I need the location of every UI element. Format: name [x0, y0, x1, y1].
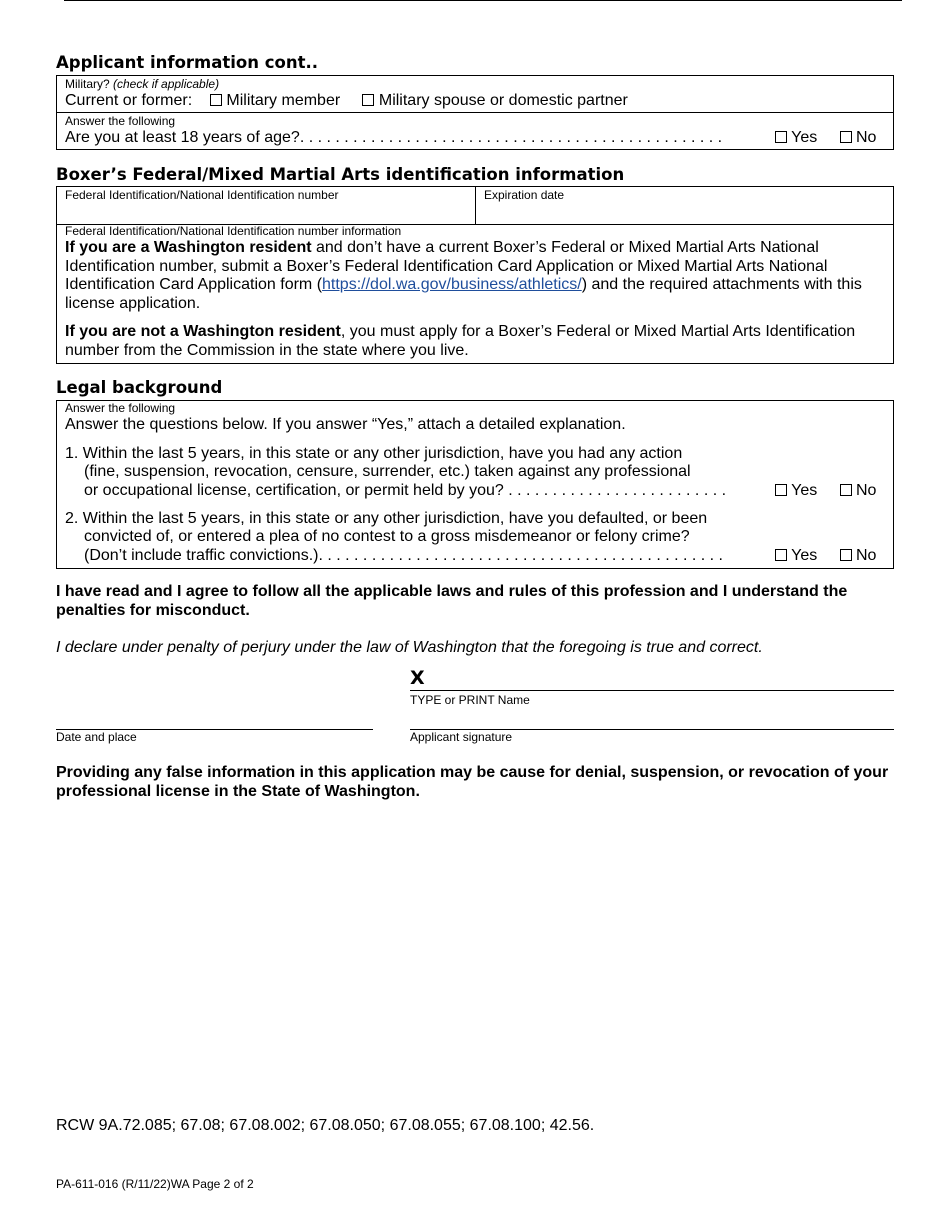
q1-no-checkbox[interactable] — [840, 484, 852, 496]
signature-x-mark: X — [410, 667, 425, 689]
fed-id-info-label: Federal Identification/National Identification number information — [65, 224, 402, 238]
fed-id-label: Federal Identification/National Identification number — [65, 188, 339, 202]
q1-yes-checkbox[interactable] — [775, 484, 787, 496]
military-cell — [57, 76, 893, 112]
age-yes-checkbox[interactable] — [775, 131, 787, 143]
resident-text-1: and don’t have a current Boxer’s Federal or Mixed Martial Arts National Identification number, submit a Boxer’s Federal Identification Card Application or Mixed Martial Arts National Identification Card Application form ( — [65, 239, 828, 293]
age-answer-label: Answer the following — [65, 114, 176, 128]
age-no-label: No — [855, 129, 877, 146]
top-rule — [64, 0, 902, 1]
applicant-signature-label: Applicant signature — [410, 730, 513, 744]
print-name-label: TYPE or PRINT Name — [410, 693, 530, 707]
form-footer: PA-611-016 (R/11/22)WA Page 2 of 2 — [56, 1177, 254, 1191]
q1-line-3-row — [84, 482, 726, 501]
q2-line-3-row — [84, 547, 723, 566]
legal-intro: Answer the questions below. If you answer “Yes,” attach a detailed explanation. — [65, 416, 626, 433]
age-yes-no — [775, 129, 876, 148]
age-question-row — [65, 129, 722, 148]
fed-id-row — [57, 187, 893, 224]
q2-yes-no — [775, 547, 876, 566]
current-former-label: Current or former: — [65, 92, 193, 109]
q1-yes-no — [775, 482, 876, 501]
age-no-checkbox[interactable] — [840, 131, 852, 143]
fed-id-info-cell — [57, 224, 893, 364]
military-hint: (check if applicable) — [113, 77, 220, 91]
military-member-label: Military member — [226, 92, 341, 109]
applicant-section-title: Applicant information cont.. — [56, 53, 319, 72]
perjury-declaration: I declare under penalty of perjury under the law of Washington that the foregoing is true and correct. — [56, 639, 763, 656]
print-name-line[interactable] — [410, 690, 894, 691]
date-place-label: Date and place — [56, 730, 137, 744]
q1-line-3: or occupational license, certification, or permit held by you? — [84, 482, 504, 499]
agreement-statement: I have read and I agree to follow all the applicable laws and rules of this profession and I understand the penalties for misconduct. — [56, 583, 848, 619]
military-spouse-label: Military spouse or domestic partner — [378, 92, 628, 109]
q2-line-1: 2. Within the last 5 years, in this state or any other jurisdiction, have you defaulted, or been — [65, 510, 708, 527]
legal-box — [56, 400, 894, 569]
nonresident-bold: If you are not a Washington resident — [65, 323, 341, 340]
q1-dots: . . . . . . . . . . . . . . . . . . . . . . . . . — [503, 482, 727, 499]
q1-yes-label: Yes — [791, 482, 818, 499]
resident-text-2: ) and the required attachments with this license application. — [65, 276, 862, 312]
false-information-warning: Providing any false information in this application may be cause for denial, suspension, or revocation of your professional license in the State of Washington. — [56, 764, 889, 800]
q2-line-2: convicted of, or entered a plea of no contest to a gross misdemeanor or felony crime? — [84, 528, 690, 545]
q1-line-1: 1. Within the last 5 years, in this state or any other jurisdiction, have you had any action — [65, 445, 683, 462]
military-member-checkbox[interactable] — [210, 94, 222, 106]
military-label-row — [65, 78, 219, 91]
q2-dots: . . . . . . . . . . . . . . . . . . . . . . . . . . . . . . . . . . . . . . . . . . . . . . — [318, 547, 723, 564]
nonresident-paragraph — [65, 323, 885, 360]
age-cell — [57, 112, 893, 150]
fed-id-field[interactable] — [57, 187, 476, 224]
q2-no-label: No — [855, 547, 877, 564]
resident-paragraph — [65, 239, 885, 313]
military-label: Military? — [65, 77, 110, 91]
military-spouse-checkbox[interactable] — [362, 94, 374, 106]
q2-yes-label: Yes — [791, 547, 818, 564]
q2-yes-checkbox[interactable] — [775, 549, 787, 561]
q1-no-label: No — [855, 482, 877, 499]
age-question: Are you at least 18 years of age? — [65, 129, 300, 146]
expiration-date-field[interactable] — [476, 187, 893, 224]
q2-line-3: (Don’t include traffic convictions.) — [84, 547, 319, 564]
applicant-box — [56, 75, 894, 150]
boxer-box — [56, 186, 894, 364]
resident-bold: If you are a Washington resident — [65, 239, 312, 256]
legal-section-title: Legal background — [56, 378, 223, 397]
q1-line-2: (fine, suspension, revocation, censure, surrender, etc.) taken against any professional — [84, 463, 691, 480]
expiration-label: Expiration date — [484, 188, 565, 202]
rcw-references: RCW 9A.72.085; 67.08; 67.08.002; 67.08.050; 67.08.055; 67.08.100; 42.56. — [56, 1117, 595, 1134]
athletics-link[interactable]: https://dol.wa.gov/business/athletics/ — [322, 276, 582, 293]
q2-no-checkbox[interactable] — [840, 549, 852, 561]
nonresident-text: , you must apply for a Boxer’s Federal or Mixed Martial Arts Identification number from the Commission in the state where you live. — [65, 323, 856, 359]
boxer-section-title: Boxer’s Federal/Mixed Martial Arts identification information — [56, 165, 625, 184]
military-options-row — [65, 92, 628, 111]
legal-answer-label: Answer the following — [65, 401, 176, 415]
age-dots: . . . . . . . . . . . . . . . . . . . . . . . . . . . . . . . . . . . . . . . . . . . . . . . . — [299, 129, 723, 146]
age-yes-label: Yes — [791, 129, 818, 146]
